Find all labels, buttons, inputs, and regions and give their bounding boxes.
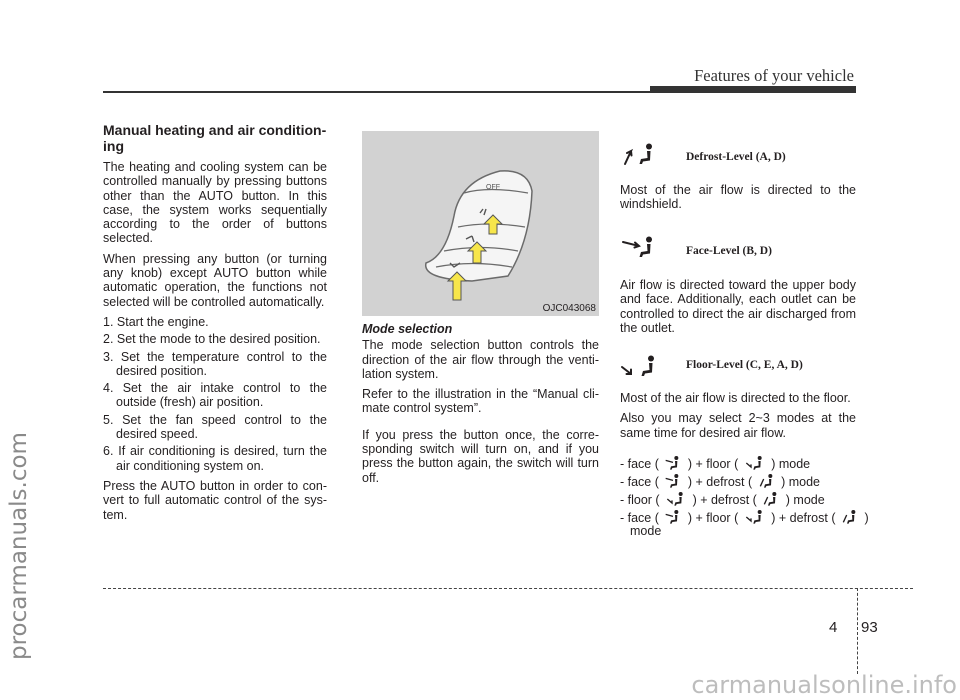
floor-level-label: Floor-Level (C, E, A, D) bbox=[686, 359, 803, 371]
column-mode-selection bbox=[362, 322, 599, 491]
figure-code: OJC043068 bbox=[542, 303, 596, 314]
paragraph: Most of the air flow is directed to the floor. bbox=[620, 391, 851, 405]
combo-text: ) mode bbox=[785, 493, 825, 507]
defrost-level-description bbox=[620, 183, 856, 218]
header-bar bbox=[650, 86, 856, 92]
combo-text: - face ( bbox=[620, 511, 659, 525]
section-number: 4 bbox=[829, 619, 838, 636]
defrost-level-icon bbox=[839, 509, 861, 525]
paragraph: Air flow is directed toward the upper body and face. Additionally, each outlet can be controlled to direct the air discharged from the outlet. bbox=[620, 278, 856, 335]
combo-text: mode bbox=[630, 524, 662, 538]
defrost-level-icon bbox=[760, 491, 782, 507]
step-item: 2. Set the mode to the desired position. bbox=[103, 332, 321, 347]
defrost-level-icon bbox=[756, 473, 778, 489]
watermark-left: procarmanuals.com bbox=[6, 432, 32, 660]
step-item: 5. Set the fan speed control to the desired speed. bbox=[103, 412, 327, 442]
face-level-label: Face-Level (B, D) bbox=[686, 245, 772, 257]
paragraph: Press the AUTO button in order to con-vert to full automatic control of the sys-tem. bbox=[103, 478, 327, 522]
step-item: 6. If air conditioning is desired, turn the air conditioning system on. bbox=[103, 444, 327, 473]
footer-rule bbox=[103, 588, 913, 589]
paragraph: Most of the air flow is directed to the windshield. bbox=[620, 183, 856, 212]
watermark-bottom: carmanualsonline.info bbox=[691, 671, 957, 699]
combo-text: ) mode bbox=[771, 457, 811, 471]
combo-text: ) + floor ( bbox=[687, 457, 739, 471]
mode-panel-figure bbox=[362, 131, 599, 316]
face-level-icon bbox=[662, 455, 684, 471]
defrost-level-row bbox=[620, 140, 856, 168]
floor-level-row bbox=[620, 352, 856, 380]
step-item: 1. Start the engine. bbox=[103, 314, 209, 329]
mode-selection-heading: Mode selection bbox=[362, 322, 453, 336]
face-level-row bbox=[620, 233, 856, 261]
steps-list bbox=[103, 315, 327, 473]
step-item: 3. Set the temperature control to the desired position. bbox=[103, 349, 327, 378]
face-level-icon bbox=[662, 509, 684, 525]
page-number: 93 bbox=[861, 619, 878, 636]
floor-level-icon bbox=[663, 491, 689, 507]
combo-text: ) + defrost ( bbox=[687, 475, 753, 489]
combo-text: - face ( bbox=[620, 475, 659, 489]
face-level-icon bbox=[662, 473, 684, 489]
combo-floor-defrost bbox=[620, 491, 825, 507]
paragraph: The heating and cooling system can be controlled manually by pressing buttons other than the AUTO button. In this case, the system works sequentially according to the order of buttons selected. bbox=[103, 160, 327, 246]
combo-text: ) bbox=[864, 511, 869, 525]
floor-level-icon bbox=[742, 509, 768, 525]
section-heading: Manual heating and air condition-ing bbox=[103, 122, 327, 154]
combo-text: ) + defrost ( bbox=[771, 511, 836, 525]
step-item: 4. Set the air intake control to the outside (fresh) air position. bbox=[103, 381, 327, 410]
combo-text: ) mode bbox=[781, 475, 821, 489]
paragraph: The mode selection button controls the direction of the air flow through the venti-lation system. bbox=[362, 338, 599, 381]
defrost-level-label: Defrost-Level (A, D) bbox=[686, 151, 786, 163]
paragraph: Refer to the illustration in the “Manual cli-mate control system”. bbox=[362, 387, 599, 416]
combo-face-defrost bbox=[620, 473, 820, 489]
face-level-icon bbox=[620, 233, 660, 261]
paragraph: If you press the button once, the corre-sponding switch will turn on, and if you press the button again, the switch will turn off. bbox=[362, 427, 599, 485]
combo-text: ) + defrost ( bbox=[692, 493, 757, 507]
combo-face-floor bbox=[620, 455, 810, 471]
paragraph: Also you may select 2~3 modes at the same time for desired air flow. bbox=[620, 411, 856, 440]
column-manual-heating bbox=[103, 122, 327, 528]
defrost-level-icon bbox=[620, 140, 660, 168]
face-level-description bbox=[620, 278, 856, 341]
combo-text: - floor ( bbox=[620, 493, 660, 507]
floor-level-icon bbox=[620, 352, 660, 380]
combo-text: - face ( bbox=[620, 457, 659, 471]
floor-level-icon bbox=[742, 455, 768, 471]
combo-mode-continuation bbox=[630, 524, 661, 538]
off-button-label: OFF bbox=[486, 184, 500, 191]
combo-text: ) + floor ( bbox=[687, 511, 739, 525]
footer-divider bbox=[857, 588, 858, 674]
combo-face-floor-defrost bbox=[620, 509, 869, 525]
mode-panel-illustration bbox=[362, 131, 599, 316]
floor-level-description bbox=[620, 391, 856, 446]
paragraph: When pressing any button (or turning any knob) except AUTO button while automatic operation, the functions not selected will be controlled automatically. bbox=[103, 251, 327, 309]
page-header-title: Features of your vehicle bbox=[694, 66, 854, 85]
